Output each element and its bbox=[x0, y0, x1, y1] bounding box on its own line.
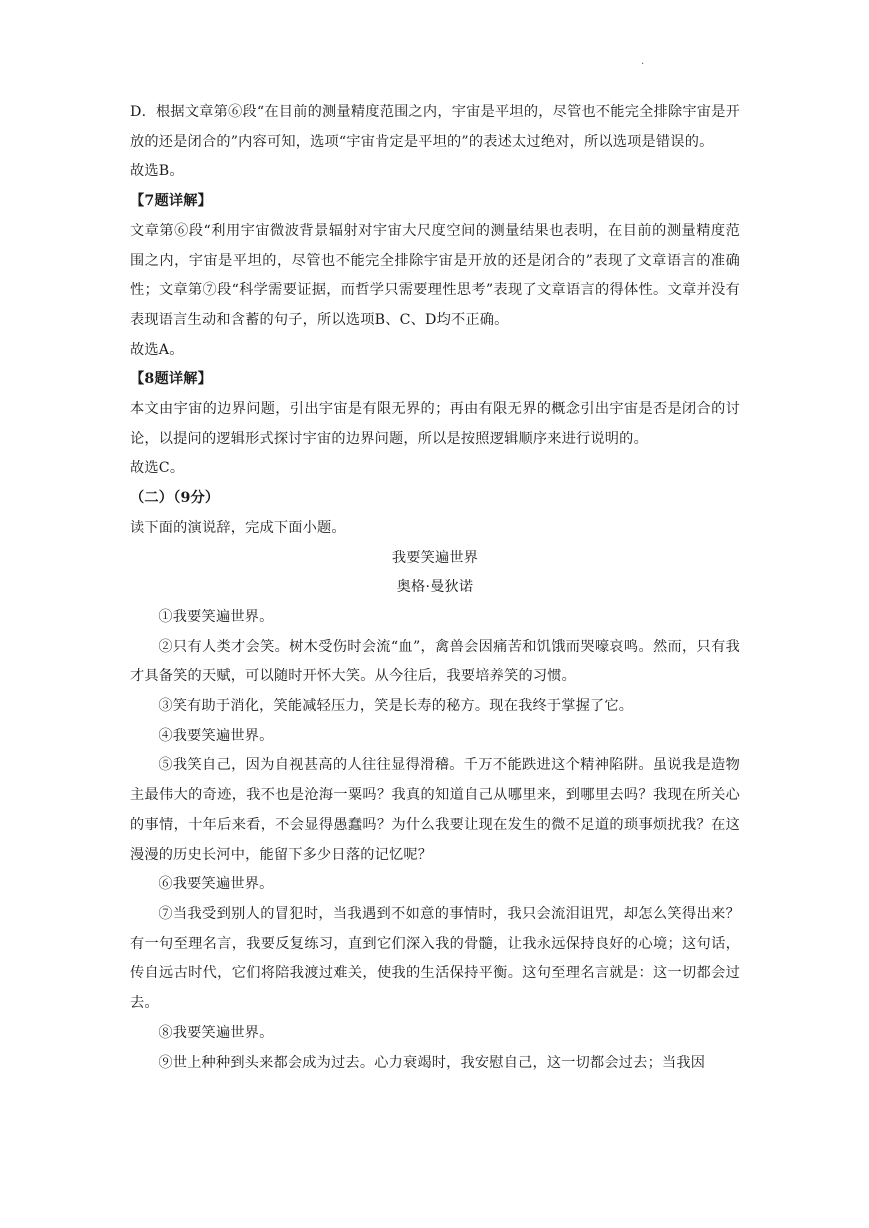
para-1: ①我要笑遍世界。 bbox=[158, 608, 274, 625]
q6-answer: 故选B。 bbox=[130, 163, 184, 180]
q7-body: 文章第⑥段“利用宇宙微波背景辐射对宇宙大尺度空间的测量结果也表明，在目前的测量精度范围之内，宇宙是平坦的，尽管也不能完全排除宇宙是开放的还是闭合的”表现了文章语言的准确性；文章第⑦段“科学需要证据，而哲学只需要理性思考”表现了文章语言的得体性。文章并没有表现语言生动和含蓄的句子，所以选项B、C、D均不正确。 bbox=[130, 222, 740, 328]
q7-answer: 故选A。 bbox=[130, 341, 184, 358]
document-body bbox=[130, 98, 740, 1078]
para-7: ⑦当我受到别人的冒犯时，当我遇到不如意的事情时，我只会流泪诅咒，却怎么笑得出来？有一句至理名言，我要反复练习，直到它们深入我的骨髓，让我永远保持良好的心境；这句话，传自远古时代，它们将陪我渡过难关，使我的生活保持平衡。这句至理名言就是：这一切都会过去。 bbox=[130, 905, 740, 1012]
para-5: ⑤我笑自己，因为自视甚高的人往往显得滑稽。千万不能跌进这个精神陷阱。虽说我是造物主最伟大的奇迹，我不也是沧海一粟吗？我真的知道自己从哪里来，到哪里去吗？我现在所关心的事情，十年后来看，不会显得愚蠢吗？为什么我要让现在发生的微不足道的琐事烦扰我？在这漫漫的历史长河中，能留下多少日落的记忆呢？ bbox=[130, 757, 740, 863]
speech-title: 我要笑遍世界 bbox=[391, 549, 479, 566]
para-9: ⑨世上种种到头来都会成为过去。心力衰竭时，我安慰自己，这一切都会过去；当我因 bbox=[158, 1054, 706, 1071]
para-6: ⑥我要笑遍世界。 bbox=[158, 876, 274, 893]
q8-heading: 【8题详解】 bbox=[130, 371, 213, 388]
q8-body: 本文由宇宙的边界问题，引出宇宙是有限无界的；再由有限无界的概念引出宇宙是否是闭合的讨论，以提问的逻辑形式探讨宇宙的边界问题，所以是按照逻辑顺序来进行说明的。 bbox=[130, 401, 740, 447]
para-2: ②只有人类才会笑。树木受伤时会流“血”，禽兽会因痛苦和饥饿而哭嚎哀鸣。然而，只有我才具备笑的天赋，可以随时开怀大笑。从今往后，我要培养笑的习惯。 bbox=[130, 638, 740, 685]
para-3: ③笑有助于消化，笑能减轻压力，笑是长寿的秘方。现在我终于掌握了它。 bbox=[158, 698, 634, 715]
q6-d: D．根据文章第⑥段“在目前的测量精度范围之内，宇宙是平坦的，尽管也不能完全排除宇宙是开放的还是闭合的”内容可知，选项“宇宙肯定是平坦的”的表述太过绝对，所以选项是错误的。 bbox=[130, 104, 740, 150]
para-4: ④我要笑遍世界。 bbox=[158, 727, 274, 744]
q7-heading: 【7题详解】 bbox=[130, 193, 213, 210]
speech-author: 奥格·曼狄诺 bbox=[396, 579, 474, 596]
q8-answer: 故选C。 bbox=[130, 460, 185, 477]
instruction: 读下面的演说辞，完成下面小题。 bbox=[130, 519, 346, 536]
header-mark: . bbox=[641, 56, 645, 67]
para-8: ⑧我要笑遍世界。 bbox=[158, 1024, 274, 1041]
section-two: （二）（9分） bbox=[130, 490, 220, 507]
